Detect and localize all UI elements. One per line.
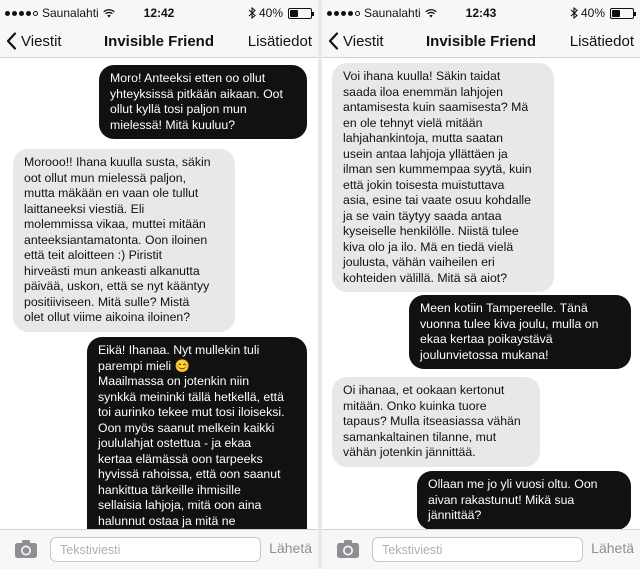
status-bar xyxy=(322,0,640,26)
back-label: Viestit xyxy=(343,32,384,50)
message-bubble-sent: Moro! Anteeksi etten oo ollut yhteyksissä pitkään aikaan. Oot ollut kyllä tosi paljon mun mielessä! Mitä kuuluu? xyxy=(99,65,307,139)
message-text-field[interactable]: Tekstiviesti xyxy=(372,537,583,562)
message-bubble-received: Morooo!! Ihana kuulla susta, säkin oot ollut mun mielessä paljon, mutta mäkään en vaan ole tullut laittaneeksi viestiä. Eli molemmissa vikaa, muttei mitään anteeksiantamatonta. Oon iloinen että teit aloitteen :) Piristit hirveästi mun ankeasti alkanutta päivää, uskon, että se nyt kääntyy positiiviseen. Mitä sulle? Mistä olet ollut viime aikoina iloinen? xyxy=(13,149,235,332)
chevron-left-icon xyxy=(6,32,17,50)
back-label: Viestit xyxy=(21,32,62,50)
message-list[interactable] xyxy=(322,59,640,529)
bluetooth-icon xyxy=(248,7,256,19)
message-bubble-received: Oi ihanaa, et ookaan kertonut mitään. Onko kuinka tuore tapaus? Mulla itseasiassa vähän samankaltainen tilanne, mut vähän jotenkin jännittää. xyxy=(332,377,540,467)
camera-icon[interactable] xyxy=(14,539,38,559)
status-bar xyxy=(0,0,318,26)
back-button[interactable] xyxy=(328,32,384,50)
bluetooth-icon xyxy=(570,7,578,19)
camera-icon[interactable] xyxy=(336,539,360,559)
message-text-field[interactable]: Tekstiviesti xyxy=(50,537,261,562)
message-input-bar xyxy=(0,529,318,569)
message-bubble-sent: Meen kotiin Tampereelle. Tänä vuonna tulee kiva joulu, mulla on ekaa kertaa poikaystävä joulunvietossa mukana! xyxy=(409,295,631,369)
message-input-bar xyxy=(322,529,640,569)
clock: 12:43 xyxy=(465,6,497,20)
navigation-bar xyxy=(0,26,318,58)
send-button[interactable]: Lähetä xyxy=(269,540,312,556)
message-bubble-sent: Ollaan me jo yli vuosi oltu. Oon aivan rakastunut! Mikä sua jännittää? xyxy=(417,471,631,530)
navigation-bar xyxy=(322,26,640,58)
details-button[interactable]: Lisätiedot xyxy=(247,33,312,50)
left-chat-screen xyxy=(0,0,318,569)
battery-icon xyxy=(288,8,312,19)
right-chat-screen xyxy=(322,0,640,569)
carrier-name: Saunalahti xyxy=(42,6,99,20)
conversation-title: Invisible Friend xyxy=(103,33,215,50)
message-list[interactable] xyxy=(0,59,318,529)
message-bubble-sent: Eikä! Ihanaa. Nyt mullekin tuli parempi mieli 😊 Maailmassa on jotenkin niin synkkä meininki tällä hetkellä, että toi aurinko tekee mut tosi iloiseksi. Oon myös saanut melkein kaikki joululahjat ostettua - ja ekaa kertaa elämässä oon tarpeeks hyvissä rahoissa, että oon saanut hankittua tärkeille ihmisille sellaisia lahjoja, mitä oon aina halunnut ostaa ja mitä ne xyxy=(87,337,307,551)
battery-percent: 40% xyxy=(580,6,605,20)
carrier-name: Saunalahti xyxy=(364,6,421,20)
battery-icon xyxy=(610,8,634,19)
battery-percent: 40% xyxy=(258,6,283,20)
chevron-left-icon xyxy=(328,32,339,50)
details-button[interactable]: Lisätiedot xyxy=(569,33,634,50)
clock: 12:42 xyxy=(143,6,175,20)
send-button[interactable]: Lähetä xyxy=(591,540,634,556)
conversation-title: Invisible Friend xyxy=(425,33,537,50)
message-bubble-received: Voi ihana kuulla! Säkin taidat saada iloa enemmän lahjojen antamisesta kuin saamisesta? Mä en ole tehnyt vielä mitään lahjahankintoja, mutta saatan usein antaa lahjoja yllättäen ja ilman sen kummempaa syytä, kuin että jokin toisesta muistuttava asia, esine tai vaate osuu kohdalle ja se vain täytyy saada antaa kyseiselle henkilölle. Niistä tulee kiva olo ja ilo. Mä en tiedä vielä joulusta, vähän vaiheilen eri kohteiden välillä. Mitä sä aiot? xyxy=(332,63,554,292)
back-button[interactable] xyxy=(6,32,62,50)
